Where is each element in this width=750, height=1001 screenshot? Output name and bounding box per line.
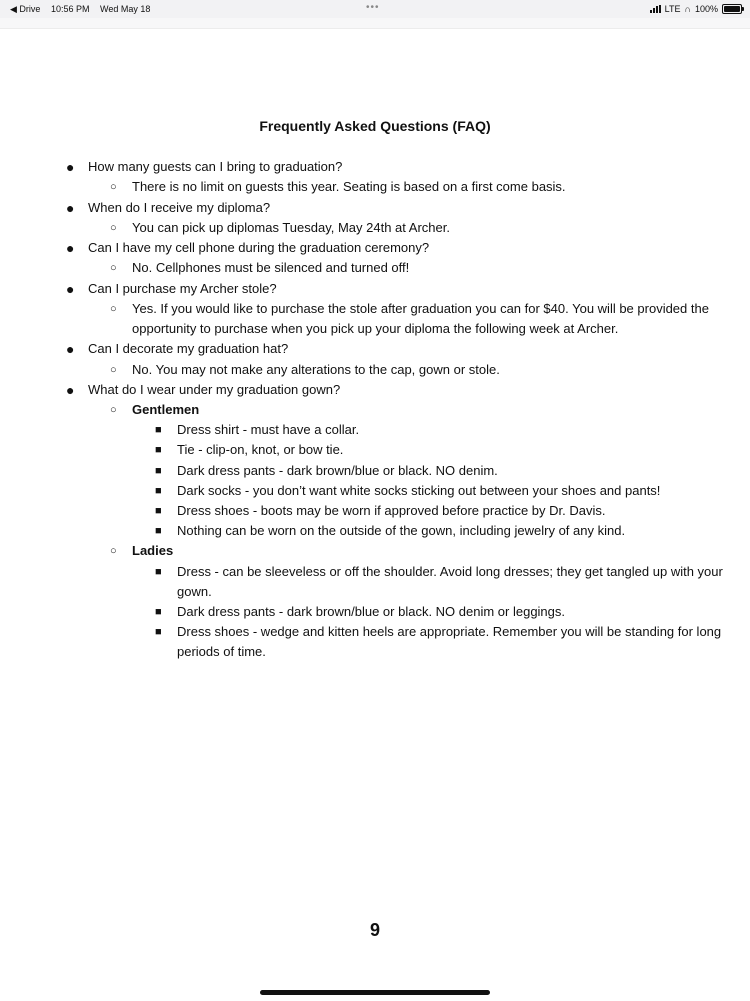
faq-answer: No. Cellphones must be silenced and turned off! [132, 260, 410, 275]
document-title: Frequently Asked Questions (FAQ) [259, 118, 491, 134]
bullet-marker: ● [66, 382, 75, 398]
dress-code-item-continued: periods of time. [177, 644, 266, 659]
faq-answer: You can pick up diplomas Tuesday, May 24th at Archer. [132, 220, 450, 235]
square-bullet-marker: ■ [155, 566, 162, 578]
square-bullet-marker: ■ [155, 424, 162, 436]
faq-question: When do I receive my diploma? [88, 200, 271, 215]
sub-bullet-marker: ○ [110, 364, 117, 376]
bullet-marker: ● [66, 281, 75, 297]
bullet-marker: ● [66, 240, 75, 256]
network-label: LTE [664, 4, 681, 14]
bullet-marker: ● [66, 200, 75, 216]
square-bullet-marker: ■ [155, 465, 162, 477]
faq-question: Can I decorate my graduation hat? [88, 341, 289, 356]
page-number: 9 [369, 920, 380, 940]
bullet-marker: ● [66, 159, 75, 175]
square-bullet-marker: ■ [155, 505, 162, 517]
square-bullet-marker: ■ [155, 525, 162, 537]
dress-code-item: Dress - can be sleeveless or off the shoulder. Avoid long dresses; they get tangled up with your [177, 564, 723, 579]
faq-question: How many guests can I bring to graduation? [88, 159, 343, 174]
gentlemen-heading: Gentlemen [132, 402, 200, 417]
square-bullet-marker: ■ [155, 485, 162, 497]
faq-answer: No. You may not make any alterations to the cap, gown or stole. [132, 362, 500, 377]
status-time: 10:56 PM [50, 4, 90, 14]
status-date: Wed May 18 [100, 4, 151, 14]
sub-bullet-marker: ○ [110, 222, 117, 234]
square-bullet-marker: ■ [155, 444, 162, 456]
faq-question: Can I purchase my Archer stole? [88, 281, 277, 296]
ladies-heading: Ladies [132, 543, 174, 558]
dress-code-item: Dress shoes - wedge and kitten heels are appropriate. Remember you will be standing for long [177, 624, 722, 639]
multitasking-dots-icon[interactable]: ••• [366, 2, 380, 13]
sub-bullet-marker: ○ [110, 262, 117, 274]
dress-code-item: Dark dress pants - dark brown/blue or black. NO denim. [177, 463, 498, 478]
bullet-marker: ● [66, 341, 75, 357]
dress-code-item-continued: gown. [177, 584, 212, 599]
battery-percent: 100% [694, 4, 718, 14]
dress-code-item: Dark dress pants - dark brown/blue or black. NO denim or leggings. [177, 604, 566, 619]
faq-question: What do I wear under my graduation gown? [88, 382, 341, 397]
dress-code-item: Tie - clip-on, knot, or bow tie. [177, 442, 344, 457]
back-to-app-link[interactable]: ◀ Drive [10, 4, 41, 14]
faq-answer: There is no limit on guests this year. Seating is based on a first come basis. [132, 179, 566, 194]
faq-answer: Yes. If you would like to purchase the stole after graduation you can for $40. You will be provided the [132, 301, 709, 316]
dress-code-item: Dress shoes - boots may be worn if approved before practice by Dr. Davis. [177, 503, 606, 518]
headphones-icon: ∩ [684, 4, 691, 14]
dress-code-item: Dress shirt - must have a collar. [177, 422, 360, 437]
square-bullet-marker: ■ [155, 606, 162, 618]
faq-answer-continued: opportunity to purchase when you pick up your diploma the following week at Archer. [132, 321, 619, 336]
dress-code-item: Nothing can be worn on the outside of the gown, including jewelry of any kind. [177, 523, 626, 538]
dress-code-item: Dark socks - you don’t want white socks sticking out between your shoes and pants! [177, 483, 661, 498]
sub-bullet-marker: ○ [110, 404, 117, 416]
home-indicator[interactable] [260, 990, 490, 995]
sub-bullet-marker: ○ [110, 181, 117, 193]
sub-bullet-marker: ○ [110, 545, 117, 557]
square-bullet-marker: ■ [155, 626, 162, 638]
sub-bullet-marker: ○ [110, 303, 117, 315]
faq-question: Can I have my cell phone during the graduation ceremony? [88, 240, 430, 255]
